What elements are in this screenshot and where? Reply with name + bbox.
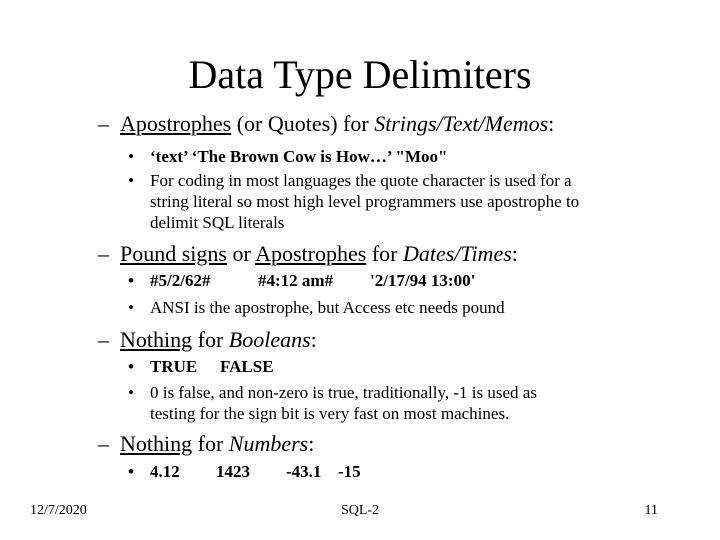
term-apostrophes: Apostrophes	[255, 241, 367, 266]
booleans-note-text	[150, 382, 537, 424]
dash-bullet: –	[98, 241, 109, 266]
term-apostrophes: Apostrophes	[120, 111, 232, 136]
term-pound-signs: Pound signs	[120, 241, 227, 266]
type-booleans: Booleans	[228, 327, 311, 352]
number-value: -43.1	[286, 462, 322, 481]
connector-text: (or Quotes) for	[231, 111, 375, 136]
connector-text: for	[192, 327, 229, 352]
strings-note	[128, 170, 579, 233]
slide-title: Data Type Delimiters	[188, 52, 532, 97]
connector-text: or	[226, 241, 256, 266]
type-numbers: Numbers	[228, 431, 309, 456]
colon: :	[310, 327, 317, 352]
note-line: delimit SQL literals	[150, 213, 285, 232]
dash-bullet: –	[98, 431, 109, 456]
section-dates	[98, 240, 518, 268]
strings-example	[128, 146, 447, 167]
number-value: 1423	[216, 462, 250, 481]
bullet-dot: •	[128, 462, 134, 481]
colon: :	[308, 431, 315, 456]
dates-note	[128, 297, 505, 318]
footer-title: SQL-2	[340, 503, 380, 518]
dates-note-text: ANSI is the apostrophe, but Access etc needs pound	[150, 298, 505, 317]
section-numbers	[98, 430, 314, 458]
number-value: -15	[338, 462, 361, 481]
term-nothing: Nothing	[120, 431, 193, 456]
boolean-value: FALSE	[220, 357, 274, 376]
date-value: '2/17/94 13:00'	[370, 271, 476, 290]
footer-date: 12/7/2020	[30, 503, 87, 518]
dates-example	[128, 270, 475, 291]
bullet-dot: •	[128, 271, 134, 290]
colon: :	[548, 111, 555, 136]
note-line: testing for the sign bit is very fast on most machines.	[150, 404, 510, 423]
note-line: For coding in most languages the quote character is used for a	[150, 171, 572, 190]
dash-bullet: –	[98, 111, 109, 136]
numbers-example	[128, 461, 361, 482]
booleans-example	[128, 356, 274, 377]
date-value: #5/2/62#	[150, 271, 211, 290]
colon: :	[511, 241, 518, 266]
bullet-dot: •	[128, 357, 134, 376]
bullet-dot: •	[128, 147, 134, 166]
strings-example-text: ‘text’ ‘The Brown Cow is How…’ "Moo"	[150, 147, 448, 166]
connector-text: for	[192, 431, 229, 456]
booleans-note	[128, 382, 537, 424]
bullet-dot: •	[128, 298, 134, 317]
bullet-dot: •	[128, 171, 134, 190]
type-strings: Strings/Text/Memos	[374, 111, 549, 136]
dash-bullet: –	[98, 327, 109, 352]
boolean-value: TRUE	[150, 357, 198, 376]
note-line: 0 is false, and non-zero is true, traditionally, -1 is used as	[150, 383, 537, 402]
number-value: 4.12	[150, 462, 180, 481]
page-number: 11	[644, 503, 658, 518]
strings-note-text	[150, 170, 579, 233]
connector-text: for	[366, 241, 403, 266]
note-line: string literal so most high level programmers use apostrophe to	[150, 192, 580, 211]
term-nothing: Nothing	[120, 327, 193, 352]
section-booleans	[98, 326, 317, 354]
section-strings	[98, 110, 554, 138]
type-dates: Dates/Times	[402, 241, 512, 266]
date-value: #4:12 am#	[258, 271, 334, 290]
bullet-dot: •	[128, 383, 134, 402]
